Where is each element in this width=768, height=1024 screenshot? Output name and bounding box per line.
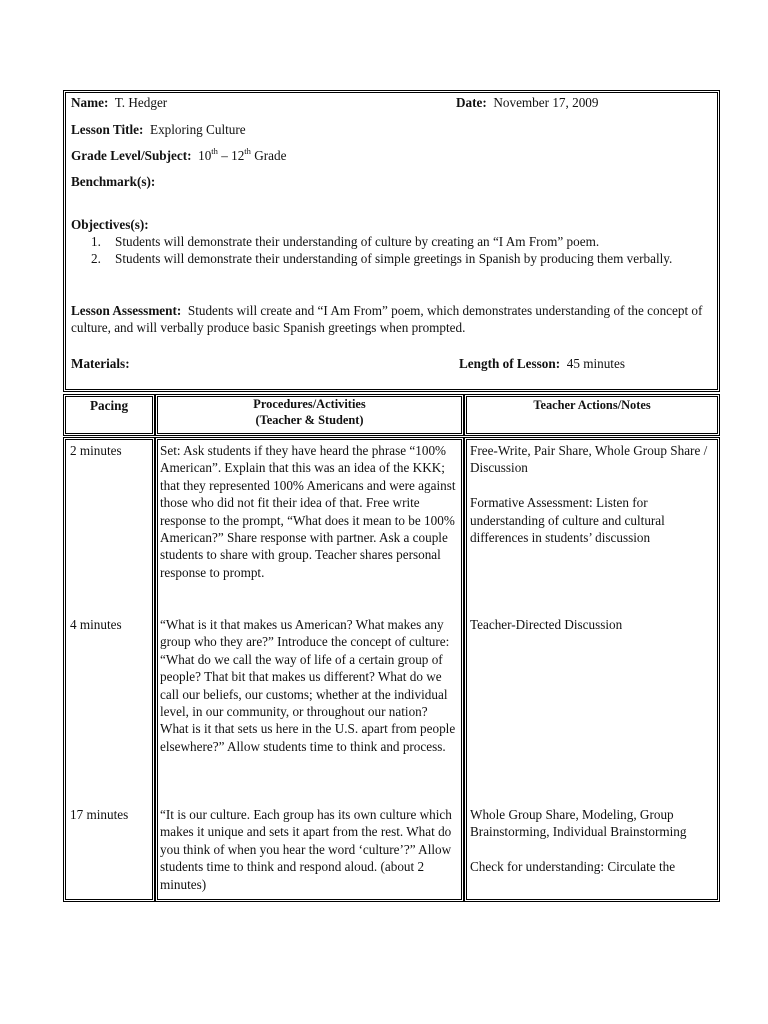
objective-number: 1. (91, 234, 101, 249)
grade-word: Grade (254, 148, 287, 163)
notes-line: Teacher-Directed Discussion (470, 617, 623, 632)
assessment-label: Lesson Assessment: (71, 303, 182, 318)
notes-cell (470, 806, 708, 876)
name-value: T. Hedger (114, 95, 168, 110)
pacing-cell: 17 minutes (70, 807, 129, 822)
assessment-text: Students will create and “I Am From” poem, which demonstrates understanding of the concept of culture, and will verbally produce basic Spanish greetings when prompted. (71, 303, 703, 336)
objectives-label: Objectives(s): (71, 217, 149, 232)
procedure-clip (160, 806, 458, 897)
procedure-cell: “What is it that makes us American? What makes any group who they are?” Introduce the concept of culture: “What do we call the way of life of a certain group of people? That bit that makes us different? What do we call our beliefs, our customs; whether at the individual level, in our community, or throughout our nation? What is it that sets us here in the U.S. apart from people elsewhere?” Allow students time to think and process. (160, 617, 456, 754)
notes-line: Formative Assessment: Listen for understanding of culture and cultural differences in students’ discussion (470, 495, 665, 546)
grade-level-label: Grade Level/Subject: (71, 148, 192, 163)
length-label: Length of Lesson: (459, 356, 561, 371)
column-header-notes: Teacher Actions/Notes (533, 398, 651, 412)
procedures-header-line1: Procedures/Activities (253, 397, 366, 411)
lesson-title-value: Exploring Culture (150, 122, 246, 137)
objective-text: Students will demonstrate their understanding of culture by creating an “I Am From” poem. (115, 234, 600, 249)
materials-label: Materials: (71, 356, 130, 371)
objective-text: Students will demonstrate their understanding of simple greetings in Spanish by producing them verbally. (115, 251, 673, 267)
notes-clip (470, 806, 710, 897)
objective-item (71, 250, 711, 267)
grade-level-row (71, 147, 286, 164)
benchmark-label: Benchmark(s): (71, 174, 156, 189)
grade-dash: – 12 (221, 148, 245, 163)
procedure-cell: “It is our culture. Each group has its own culture which makes it unique and sets it apart from the rest. What do you think of when you hear the word ‘culture’?” Allow students time to think and respond aloud. (about 2 minutes) (160, 807, 452, 892)
notes-line: Free-Write, Pair Share, Whole Group Share / Discussion (470, 443, 708, 476)
grade-from: 10 (198, 148, 212, 163)
column-header-procedures (155, 397, 464, 428)
notes-line: Check for understanding: Circulate the (470, 859, 676, 875)
objective-number: 2. (91, 251, 101, 267)
procedures-header-line2: (Teacher & Student) (255, 412, 364, 427)
length-row (459, 355, 625, 372)
grade-sup-2: th (244, 145, 251, 156)
pacing-cell: 2 minutes (70, 443, 122, 458)
grade-sup-1: th (211, 145, 218, 156)
column-header-pacing: Pacing (89, 398, 129, 413)
procedure-cell: Set: Ask students if they have heard the phrase “100% American”. Explain that this was an idea of the KKK; that they represented 100% Americans and were against those who did not fit their idea of that. Free write response to the prompt, “What does it mean to be 100% American?” Share response with partner. Ask a couple students to share with group. Teacher shares personal response to prompt. (160, 443, 456, 580)
objectives-list (71, 233, 711, 268)
name-label: Name: (71, 95, 109, 110)
lesson-assessment (71, 302, 711, 337)
name-row (71, 94, 167, 111)
date-row (456, 94, 598, 111)
notes-cell (470, 616, 708, 633)
lesson-title-label: Lesson Title: (71, 122, 144, 137)
date-value: November 17, 2009 (493, 95, 599, 110)
notes-line: Whole Group Share, Modeling, Group Brainstorming, Individual Brainstorming (470, 807, 687, 840)
notes-cell (470, 442, 708, 546)
date-label: Date: (456, 95, 487, 110)
length-value: 45 minutes (566, 356, 625, 371)
lesson-title-row (71, 121, 246, 138)
body-cell-pacing (63, 437, 155, 902)
pacing-cell: 4 minutes (70, 617, 122, 632)
objective-item (71, 233, 711, 250)
